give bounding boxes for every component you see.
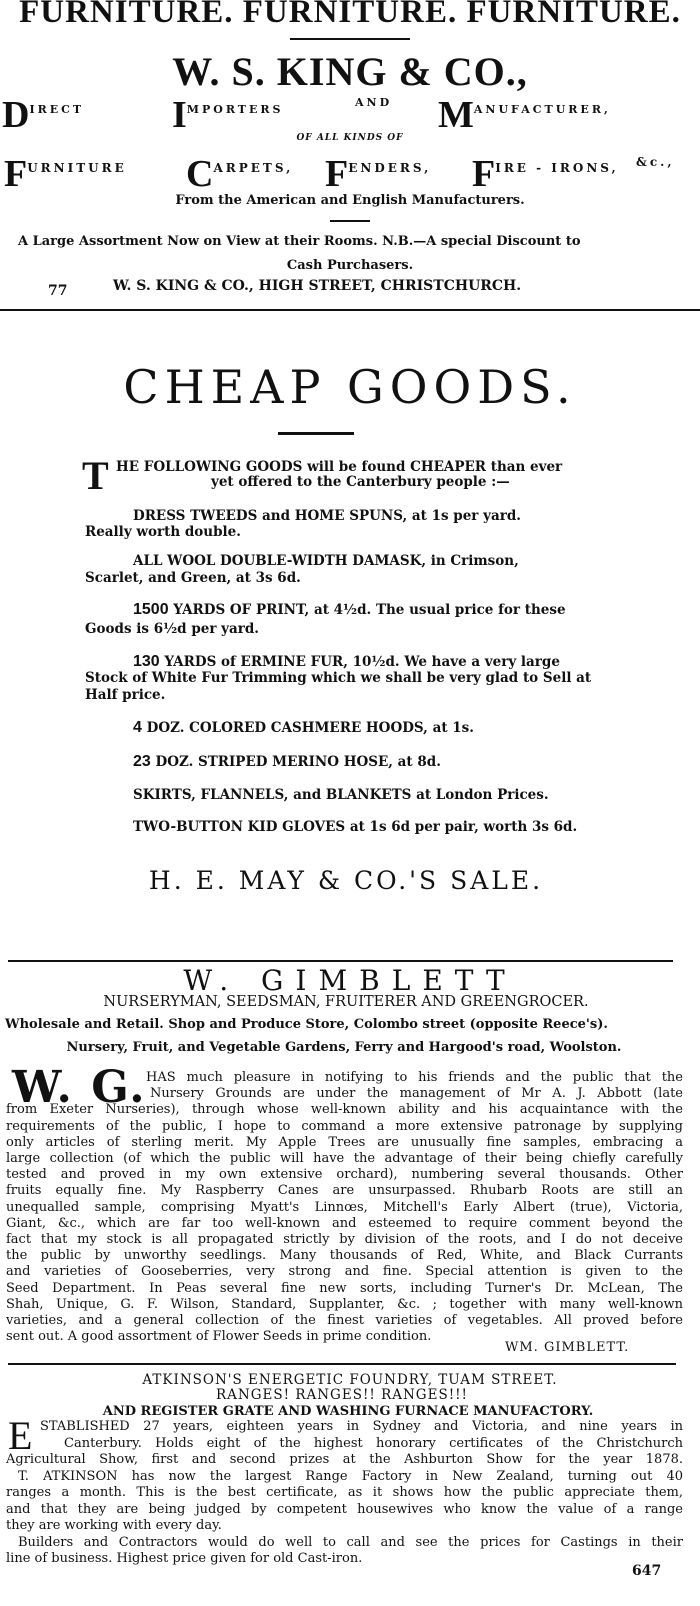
cheap-drop-cap: T	[82, 453, 109, 498]
king-rule-2	[330, 220, 370, 222]
king-word-initial: D	[2, 94, 30, 136]
king-word	[355, 96, 392, 124]
atkinson-body-line: they are working with every day.	[6, 1518, 222, 1533]
gimblett-body-line: HAS much pleasure in notifying to his friends and the public that the	[146, 1070, 683, 1085]
atkinson-body-line: STABLISHED 27 years, eighteen years in Sydney and Victoria, and nine years in	[40, 1419, 683, 1434]
cheap-intro-2: yet offered to the Canterbury people :—	[211, 474, 510, 490]
gimblett-trades: NURSERYMAN, SEEDSMAN, FRUITERER AND GREENGROCER.	[103, 994, 589, 1010]
king-of-all-kinds: OF ALL KINDS OF	[296, 133, 404, 143]
atkinson-body-line: Canterbury. Holds eight of the highest honorary certificates of the Christchurch	[64, 1435, 683, 1451]
atkinson-body-line: line of business. Highest price given for old Cast-iron.	[6, 1551, 363, 1566]
gimblett-body-line: requirements of the public, I hope to command a more extensive patronage by supplying	[6, 1118, 683, 1134]
gimblett-body-line: fact that my stock is all propagated strictly by division of the roots, and I do not deceive	[6, 1232, 683, 1247]
gimblett-body-line: unequalled sample, comprising Myatt's Linnœs, Mitchell's Early Albert (true), Victoria,	[6, 1199, 683, 1215]
separator-1	[0, 309, 700, 311]
king-word	[2, 96, 84, 134]
atkinson-ref-number: 647	[632, 1563, 662, 1579]
king-word	[636, 155, 675, 184]
atkinson-body-line: and that they are being judged by competent housewives who know the value of a range	[6, 1501, 683, 1517]
gimblett-body-line: Seed Department. In Peas several fine new sorts, including Turner's Dr. McLean, The	[6, 1280, 683, 1296]
king-word-rest: MPORTERS	[186, 103, 284, 116]
king-word	[186, 155, 293, 193]
atkinson-grate: AND REGISTER GRATE AND WASHING FURNACE MANUFACTORY.	[102, 1404, 594, 1419]
king-assortment-1: A Large Assortment Now on View at their Rooms. N.B.—A special Discount to	[18, 234, 581, 249]
gimblett-body-line: Nursery Grounds are under the management of Mr A. J. Abbott (late	[150, 1086, 683, 1102]
gimblett-body-line: and varieties of Gooseberries, very strong and fine. Special attention is given to the	[6, 1264, 683, 1280]
separator-2	[8, 960, 673, 962]
gimblett-name: W. GIMBLETT	[183, 964, 517, 997]
gimblett-gardens: Nursery, Fruit, and Vegetable Gardens, Ferry and Hargood's road, Woolston.	[66, 1040, 622, 1055]
atkinson-body-line: Builders and Contractors would do well to call and see the prices for Castings in their	[18, 1534, 683, 1550]
king-headline: FURNITURE. FURNITURE. FURNITURE.	[19, 0, 681, 30]
atkinson-drop-cap: E	[8, 1413, 33, 1458]
king-word-initial: C	[186, 153, 214, 195]
gimblett-body-line: Giant, &c., which are far too well-known and esteemed to require comment beyond the	[6, 1215, 683, 1231]
king-word-initial: M	[438, 94, 474, 136]
king-word-rest: AND	[355, 96, 393, 109]
king-ref-number: 77	[48, 283, 68, 299]
gimblett-body-line: only articles of sterling merit. My Apple Trees are unusually fine samples, embracing a	[6, 1134, 683, 1150]
king-address: W. S. KING & CO., HIGH STREET, CHRISTCHURCH.	[113, 278, 522, 294]
king-word	[4, 155, 127, 193]
king-word-initial: I	[172, 94, 187, 136]
king-firm-name: W. S. KING & CO.,	[172, 49, 528, 94]
atkinson-title: ATKINSON'S ENERGETIC FOUNDRY, TUAM STREET.	[142, 1372, 558, 1388]
gimblett-body-line: varieties, and a general collection of the finest varieties of vegetables. All proved before	[6, 1313, 683, 1328]
gimblett-store: Wholesale and Retail. Shop and Produce Store, Colombo street (opposite Reece's).	[5, 1017, 608, 1032]
atkinson-ranges: RANGES! RANGES!! RANGES!!!	[216, 1387, 468, 1403]
king-word-rest: IRECT	[29, 103, 85, 116]
king-word	[172, 96, 283, 134]
king-assortment-2: Cash Purchasers.	[286, 258, 414, 273]
king-word-rest: ANUFACTURER,	[473, 103, 611, 116]
atkinson-body-line: Agricultural Show, first and second prizes at the Ashburton Show for the year 1878.	[6, 1452, 683, 1467]
king-word-rest: URNITURE	[27, 161, 127, 175]
king-word-initial: F	[325, 153, 349, 195]
gimblett-body-line: Shah, Unique, G. F. Wilson, Standard, Supplanter, &c. ; together with many well-known	[6, 1296, 683, 1312]
cheap-title: CHEAP GOODS.	[123, 360, 577, 414]
king-word-rest: IRE - IRONS,	[495, 161, 619, 175]
king-word-rest: ENDERS,	[348, 161, 432, 175]
cheap-intro-1: HE FOLLOWING GOODS will be found CHEAPER than ever	[116, 459, 563, 475]
king-word-rest: &c.,	[636, 155, 675, 169]
gimblett-body-line: fruits equally fine. My Raspberry Canes are unsurpassed. Rhubarb Roots are still an	[6, 1183, 683, 1199]
gimblett-body-line: tested and proved in my own extensive orchard), numbering several thousands. Other	[6, 1167, 683, 1183]
king-word	[472, 155, 619, 193]
cheap-rule	[278, 432, 354, 435]
gimblett-initials: W. G.	[12, 1062, 147, 1113]
gimblett-signature: WM. GIMBLETT.	[505, 1340, 630, 1355]
gimblett-body-line: from Exeter Nurseries), through whose well-known ability and his acquaintance with the	[6, 1102, 683, 1118]
king-word	[325, 155, 431, 193]
atkinson-body-line: T. ATKINSON has now the largest Range Factory in New Zealand, turning out 40	[18, 1468, 683, 1484]
king-from-line: From the American and English Manufacturers.	[175, 193, 525, 208]
cheap-sale-line: H. E. MAY & CO.'S SALE.	[148, 866, 544, 895]
gimblett-body-line: the public by unworthy seedlings. Many thousands of Red, White, and Black Currants	[6, 1248, 683, 1264]
gimblett-body-line: sent out. A good assortment of Flower Seeds in prime condition.	[6, 1329, 432, 1345]
atkinson-body-line: ranges a month. This is the best certificate, as it shows how the public appreciate them,	[6, 1485, 683, 1500]
king-word-rest: ARPETS,	[213, 161, 294, 175]
king-short-rule	[290, 38, 410, 40]
separator-3	[8, 1363, 676, 1365]
king-word-initial: F	[4, 153, 28, 195]
king-word	[438, 96, 611, 134]
gimblett-body-line: large collection (of which the public will have the advantage of their being chiefly carefully	[6, 1151, 683, 1166]
king-word-initial: F	[472, 153, 496, 195]
